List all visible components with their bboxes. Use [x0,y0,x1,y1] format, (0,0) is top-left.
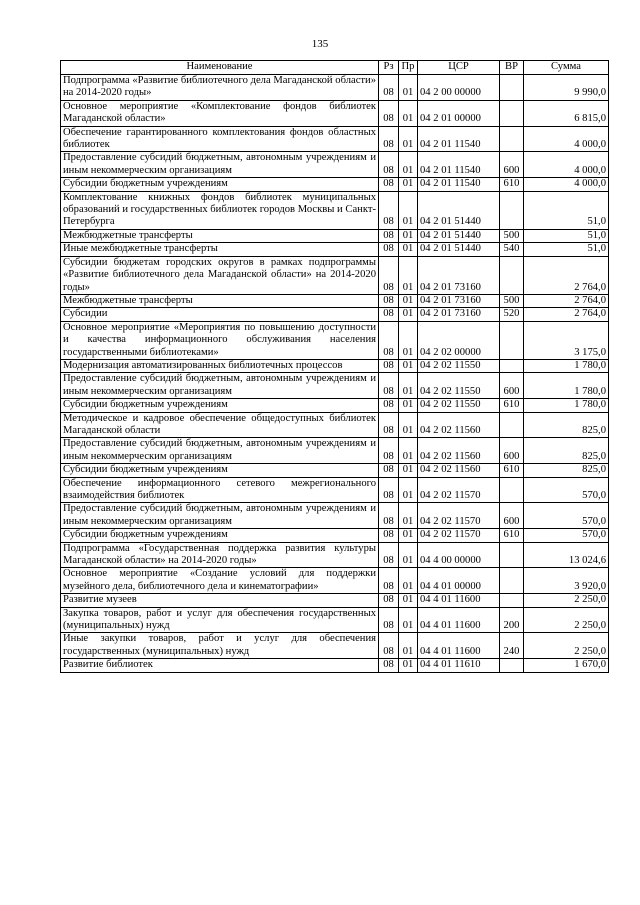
cell-rz: 08 [379,568,399,594]
table-row [61,529,609,542]
cell-pr: 01 [399,464,418,477]
cell-sum: 2 250,0 [524,594,609,607]
cell-sum: 2 764,0 [524,256,609,294]
cell-pr: 01 [399,399,418,412]
cell-pr: 01 [399,243,418,256]
cell-sum: 6 815,0 [524,100,609,126]
cell-csr: 04 4 01 11600 [418,594,500,607]
table-row [61,308,609,321]
cell-name: Предоставление субсидий бюджетным, автономным учреждениям и иным некоммерческим организациям [61,373,379,399]
cell-name: Субсидии бюджетным учреждениям [61,464,379,477]
header-csr: ЦСР [418,61,500,75]
cell-vr: 540 [500,243,524,256]
cell-rz: 08 [379,75,399,101]
cell-rz: 08 [379,308,399,321]
cell-rz: 08 [379,529,399,542]
cell-vr [500,568,524,594]
cell-name: Закупка товаров, работ и услуг для обеспечения государственных (муниципальных) нужд [61,607,379,633]
table-body [61,75,609,673]
cell-rz: 08 [379,359,399,372]
cell-pr: 01 [399,321,418,359]
cell-rz: 08 [379,191,399,229]
table-row [61,256,609,294]
cell-sum: 51,0 [524,191,609,229]
cell-pr: 01 [399,308,418,321]
cell-vr: 610 [500,529,524,542]
cell-name: Основное мероприятие «Комплектование фондов библиотек Магаданской области» [61,100,379,126]
cell-sum: 2 250,0 [524,607,609,633]
cell-sum: 825,0 [524,438,609,464]
cell-csr: 04 4 01 11600 [418,633,500,659]
table-row [61,464,609,477]
cell-name: Методическое и кадровое обеспечение общедоступных библиотек Магаданской области [61,412,379,438]
cell-rz: 08 [379,438,399,464]
cell-name: Основное мероприятие «Создание условий для поддержки музейного дела, библиотечного дела и кинематографии» [61,568,379,594]
cell-sum: 3 175,0 [524,321,609,359]
table-row [61,294,609,307]
table-row [61,100,609,126]
header-vr: ВР [500,61,524,75]
cell-pr: 01 [399,438,418,464]
table-row [61,399,609,412]
cell-sum: 1 780,0 [524,399,609,412]
cell-pr: 01 [399,594,418,607]
cell-pr: 01 [399,607,418,633]
cell-sum: 1 780,0 [524,373,609,399]
cell-vr [500,359,524,372]
cell-vr: 610 [500,178,524,191]
cell-csr: 04 2 01 73160 [418,256,500,294]
cell-vr: 500 [500,294,524,307]
cell-csr: 04 2 02 11570 [418,529,500,542]
cell-rz: 08 [379,594,399,607]
cell-vr: 600 [500,438,524,464]
cell-sum: 825,0 [524,464,609,477]
cell-sum: 2 764,0 [524,308,609,321]
cell-rz: 08 [379,229,399,242]
cell-rz: 08 [379,100,399,126]
cell-pr: 01 [399,412,418,438]
cell-rz: 08 [379,373,399,399]
cell-csr: 04 2 02 11550 [418,399,500,412]
cell-rz: 08 [379,503,399,529]
table-row [61,126,609,152]
cell-csr: 04 2 01 11540 [418,152,500,178]
cell-rz: 08 [379,294,399,307]
cell-sum: 570,0 [524,477,609,503]
cell-csr: 04 2 02 11550 [418,359,500,372]
cell-csr: 04 2 02 11560 [418,438,500,464]
table-row [61,152,609,178]
cell-pr: 01 [399,152,418,178]
cell-vr [500,594,524,607]
table-row [61,542,609,568]
table-row [61,178,609,191]
cell-csr: 04 2 01 51440 [418,229,500,242]
cell-csr: 04 2 01 73160 [418,294,500,307]
cell-sum: 2 250,0 [524,633,609,659]
cell-vr: 610 [500,399,524,412]
cell-sum: 4 000,0 [524,126,609,152]
header-rz: Рз [379,61,399,75]
cell-sum: 4 000,0 [524,152,609,178]
cell-csr: 04 2 02 11550 [418,373,500,399]
table-row [61,438,609,464]
cell-pr: 01 [399,529,418,542]
cell-vr: 200 [500,607,524,633]
cell-vr [500,321,524,359]
cell-name: Обеспечение информационного сетевого межрегионального взаимодействия библиотек [61,477,379,503]
cell-name: Модернизация автоматизированных библиотечных процессов [61,359,379,372]
cell-rz: 08 [379,126,399,152]
cell-pr: 01 [399,503,418,529]
cell-pr: 01 [399,542,418,568]
cell-sum: 570,0 [524,503,609,529]
table-row [61,477,609,503]
cell-rz: 08 [379,152,399,178]
cell-pr: 01 [399,178,418,191]
cell-sum: 51,0 [524,243,609,256]
cell-sum: 13 024,6 [524,542,609,568]
cell-csr: 04 2 01 73160 [418,308,500,321]
cell-name: Подпрограмма «Государственная поддержка развития культуры Магаданской области» на 2014-2020 годы» [61,542,379,568]
cell-name: Обеспечение гарантированного комплектования фондов областных библиотек [61,126,379,152]
cell-rz: 08 [379,178,399,191]
cell-csr: 04 2 02 11560 [418,412,500,438]
cell-csr: 04 4 01 11600 [418,607,500,633]
cell-rz: 08 [379,633,399,659]
cell-pr: 01 [399,126,418,152]
cell-csr: 04 2 02 00000 [418,321,500,359]
table-row [61,75,609,101]
cell-sum: 2 764,0 [524,294,609,307]
header-pr: Пр [399,61,418,75]
cell-sum: 9 990,0 [524,75,609,101]
cell-name: Комплектование книжных фондов библиотек муниципальных образований и государственных библиотек городов Москвы и Санкт-Петербурга [61,191,379,229]
cell-vr: 240 [500,633,524,659]
cell-rz: 08 [379,243,399,256]
cell-pr: 01 [399,229,418,242]
cell-name: Иные межбюджетные трансферты [61,243,379,256]
cell-rz: 08 [379,477,399,503]
budget-table [60,60,609,673]
cell-sum: 3 920,0 [524,568,609,594]
cell-name: Межбюджетные трансферты [61,229,379,242]
table-row [61,633,609,659]
cell-name: Субсидии бюджетным учреждениям [61,529,379,542]
cell-csr: 04 2 02 11570 [418,477,500,503]
cell-vr: 520 [500,308,524,321]
cell-name: Основное мероприятие «Мероприятия по повышению доступности и качества информационного обслуживания населения государственными библиотеками» [61,321,379,359]
cell-name: Предоставление субсидий бюджетным, автономным учреждениям и иным некоммерческим организациям [61,438,379,464]
cell-pr: 01 [399,373,418,399]
cell-vr: 600 [500,373,524,399]
page-number: 135 [311,38,329,50]
cell-vr: 500 [500,229,524,242]
cell-vr [500,100,524,126]
cell-vr: 600 [500,503,524,529]
cell-name: Подпрограмма «Развитие библиотечного дела Магаданской области» на 2014-2020 годы» [61,75,379,101]
cell-csr: 04 2 02 11570 [418,503,500,529]
cell-pr: 01 [399,359,418,372]
table-row [61,229,609,242]
table-row [61,321,609,359]
table-row [61,594,609,607]
cell-name: Межбюджетные трансферты [61,294,379,307]
table-row [61,659,609,672]
cell-sum: 1 670,0 [524,659,609,672]
cell-csr: 04 2 01 00000 [418,100,500,126]
cell-vr [500,542,524,568]
cell-csr: 04 2 01 51440 [418,191,500,229]
cell-sum: 4 000,0 [524,178,609,191]
cell-name: Предоставление субсидий бюджетным, автономным учреждениям и иным некоммерческим организациям [61,503,379,529]
cell-name: Субсидии [61,308,379,321]
cell-name: Предоставление субсидий бюджетным, автономным учреждениям и иным некоммерческим организациям [61,152,379,178]
cell-rz: 08 [379,607,399,633]
table-row [61,191,609,229]
cell-csr: 04 4 00 00000 [418,542,500,568]
table-row [61,243,609,256]
cell-pr: 01 [399,659,418,672]
cell-vr: 610 [500,464,524,477]
table-header-row [61,61,609,75]
cell-name: Субсидии бюджетам городских округов в рамках подпрограммы «Развитие библиотечного дела Магаданской области» на 2014-2020 годы» [61,256,379,294]
cell-sum: 570,0 [524,529,609,542]
cell-pr: 01 [399,100,418,126]
cell-name: Развитие библиотек [61,659,379,672]
cell-vr [500,126,524,152]
cell-name: Развитие музеев [61,594,379,607]
cell-pr: 01 [399,294,418,307]
cell-name: Субсидии бюджетным учреждениям [61,399,379,412]
table-row [61,373,609,399]
cell-csr: 04 2 00 00000 [418,75,500,101]
cell-name: Иные закупки товаров, работ и услуг для обеспечения государственных (муниципальных) нужд [61,633,379,659]
cell-vr [500,412,524,438]
cell-csr: 04 2 01 51440 [418,243,500,256]
table-row [61,607,609,633]
cell-rz: 08 [379,256,399,294]
header-sum: Сумма [524,61,609,75]
cell-vr [500,191,524,229]
cell-rz: 08 [379,412,399,438]
cell-pr: 01 [399,633,418,659]
cell-name: Субсидии бюджетным учреждениям [61,178,379,191]
cell-rz: 08 [379,321,399,359]
cell-sum: 51,0 [524,229,609,242]
table-row [61,503,609,529]
cell-sum: 1 780,0 [524,359,609,372]
table-row [61,568,609,594]
cell-rz: 08 [379,659,399,672]
cell-rz: 08 [379,464,399,477]
cell-csr: 04 4 01 11610 [418,659,500,672]
table-row [61,412,609,438]
cell-vr [500,256,524,294]
cell-rz: 08 [379,542,399,568]
cell-vr: 600 [500,152,524,178]
cell-pr: 01 [399,568,418,594]
cell-csr: 04 4 01 00000 [418,568,500,594]
cell-vr [500,477,524,503]
cell-vr [500,75,524,101]
header-name: Наименование [61,61,379,75]
cell-pr: 01 [399,191,418,229]
cell-rz: 08 [379,399,399,412]
table-row [61,359,609,372]
cell-csr: 04 2 02 11560 [418,464,500,477]
cell-pr: 01 [399,477,418,503]
cell-pr: 01 [399,256,418,294]
cell-sum: 825,0 [524,412,609,438]
cell-vr [500,659,524,672]
cell-pr: 01 [399,75,418,101]
cell-csr: 04 2 01 11540 [418,126,500,152]
cell-csr: 04 2 01 11540 [418,178,500,191]
